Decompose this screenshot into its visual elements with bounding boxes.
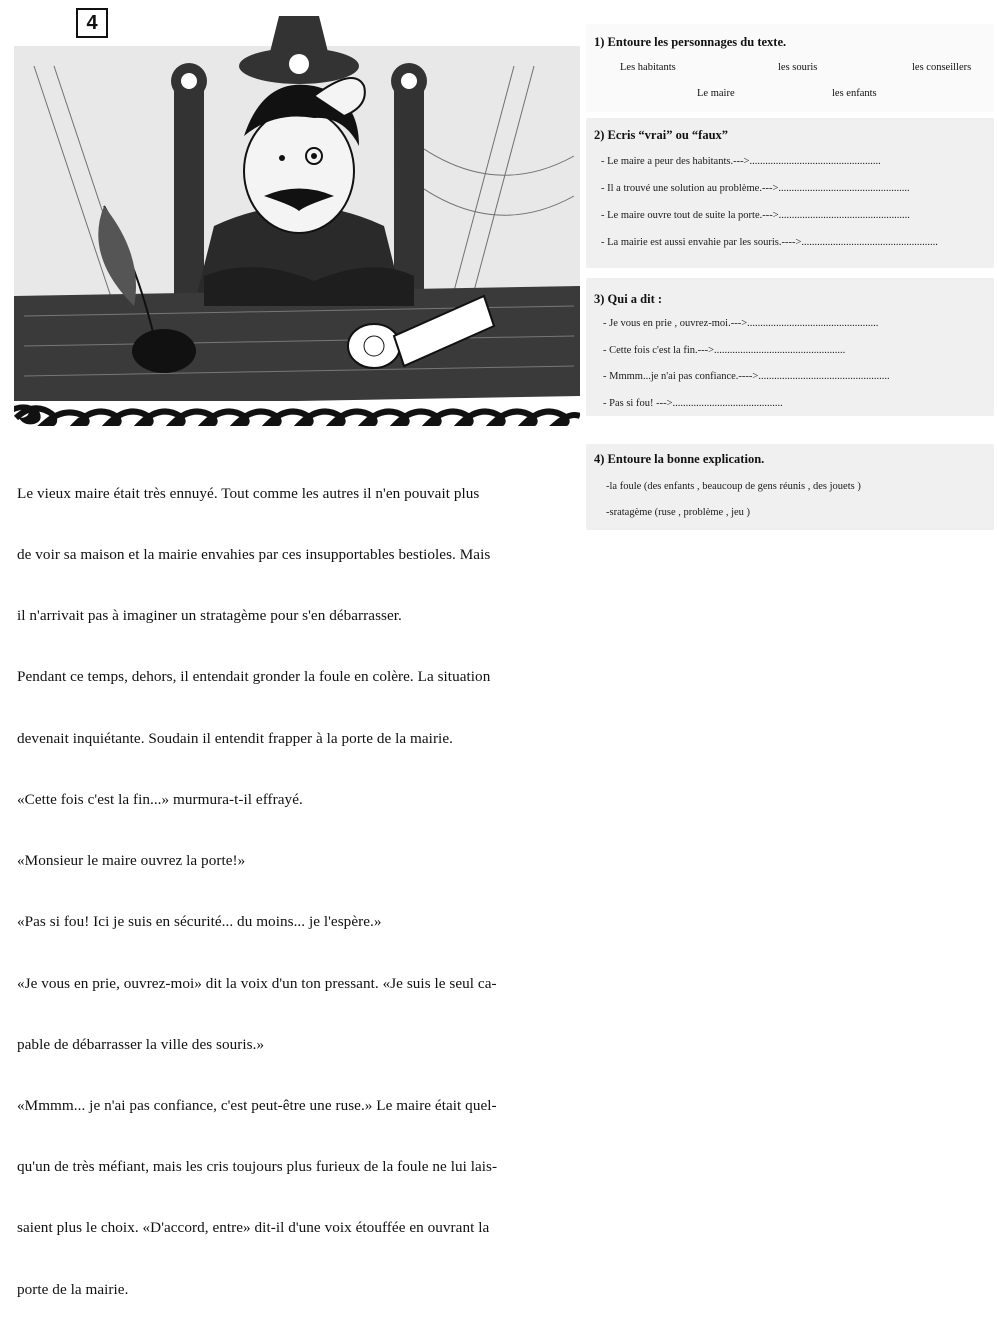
q2-item[interactable]: - Le maire ouvre tout de suite la porte.--->.................................................. [601, 210, 910, 221]
character-option[interactable]: les enfants [832, 88, 877, 99]
q2-item[interactable]: - Le maire a peur des habitants.--->.................................................. [601, 156, 881, 167]
story-text [17, 443, 572, 1320]
character-option[interactable]: Le maire [697, 88, 735, 99]
story-line: il n'arrivait pas à imaginer un stratagème pour s'en débarrasser. [17, 607, 402, 625]
q4-item[interactable]: -sratagème (ruse , problème , jeu ) [606, 507, 751, 518]
story-line: Le vieux maire était très ennuyé. Tout comme les autres il n'en pouvait plus [17, 484, 480, 502]
q2-item[interactable]: - La mairie est aussi envahie par les souris.---->.................................................... [601, 237, 938, 248]
q3-item[interactable]: - Cette fois c'est la fin.--->.................................................. [603, 345, 846, 356]
character-option[interactable]: les souris [778, 62, 818, 73]
story-line: qu'un de très méfiant, mais les cris toujours plus furieux de la foule ne lui lais- [17, 1158, 498, 1176]
q1-title: 1) Entoure les personnages du texte. [594, 35, 787, 49]
story-line: Pendant ce temps, dehors, il entendait gronder la foule en colère. La situation [17, 668, 491, 686]
page-number: 4 [76, 8, 108, 38]
story-line: pable de débarrasser la ville des souris.» [17, 1035, 265, 1053]
q2-title: 2) Ecris “vrai” ou “faux” [594, 128, 729, 142]
q2-item[interactable]: - Il a trouvé une solution au problème.--->.................................................. [601, 183, 910, 194]
q3-item[interactable]: - Mmmm...je n'ai pas confiance.---->.................................................. [603, 371, 890, 382]
story-line: «Pas si fou! Ici je suis en sécurité... du moins... je l'espère.» [17, 913, 382, 931]
q4-item[interactable]: -la foule (des enfants , beaucoup de gens réunis , des jouets ) [606, 481, 861, 492]
q3-item[interactable]: - Je vous en prie , ouvrez-moi.--->.................................................. [603, 318, 879, 329]
q4-title: 4) Entoure la bonne explication. [594, 452, 765, 466]
q3-title: 3) Qui a dit : [594, 292, 663, 306]
story-line: saient plus le choix. «D'accord, entre» dit-il d'une voix étouffée en ouvrant la [17, 1219, 490, 1237]
story-line: devenait inquiétante. Soudain il entendit frapper à la porte de la mairie. [17, 729, 453, 747]
character-option[interactable]: Les habitants [620, 62, 676, 73]
story-line: «Monsieur le maire ouvrez la porte!» [17, 852, 246, 870]
story-line: «Mmmm... je n'ai pas confiance, c'est peut-être une ruse.» Le maire était quel- [17, 1097, 497, 1114]
story-line: de voir sa maison et la mairie envahies par ces insupportables bestioles. Mais [17, 546, 491, 564]
character-option[interactable]: les conseillers [912, 62, 972, 73]
q3-item[interactable]: - Pas si fou! --->.......................................... [603, 398, 783, 409]
story-line: «Cette fois c'est la fin...» murmura-t-il effrayé. [17, 790, 303, 808]
story-line: «Je vous en prie, ouvrez-moi» dit la voix d'un ton pressant. «Je suis le seul ca- [17, 974, 497, 992]
mayor-illustration [14, 6, 580, 426]
story-line: porte de la mairie. [17, 1280, 129, 1298]
